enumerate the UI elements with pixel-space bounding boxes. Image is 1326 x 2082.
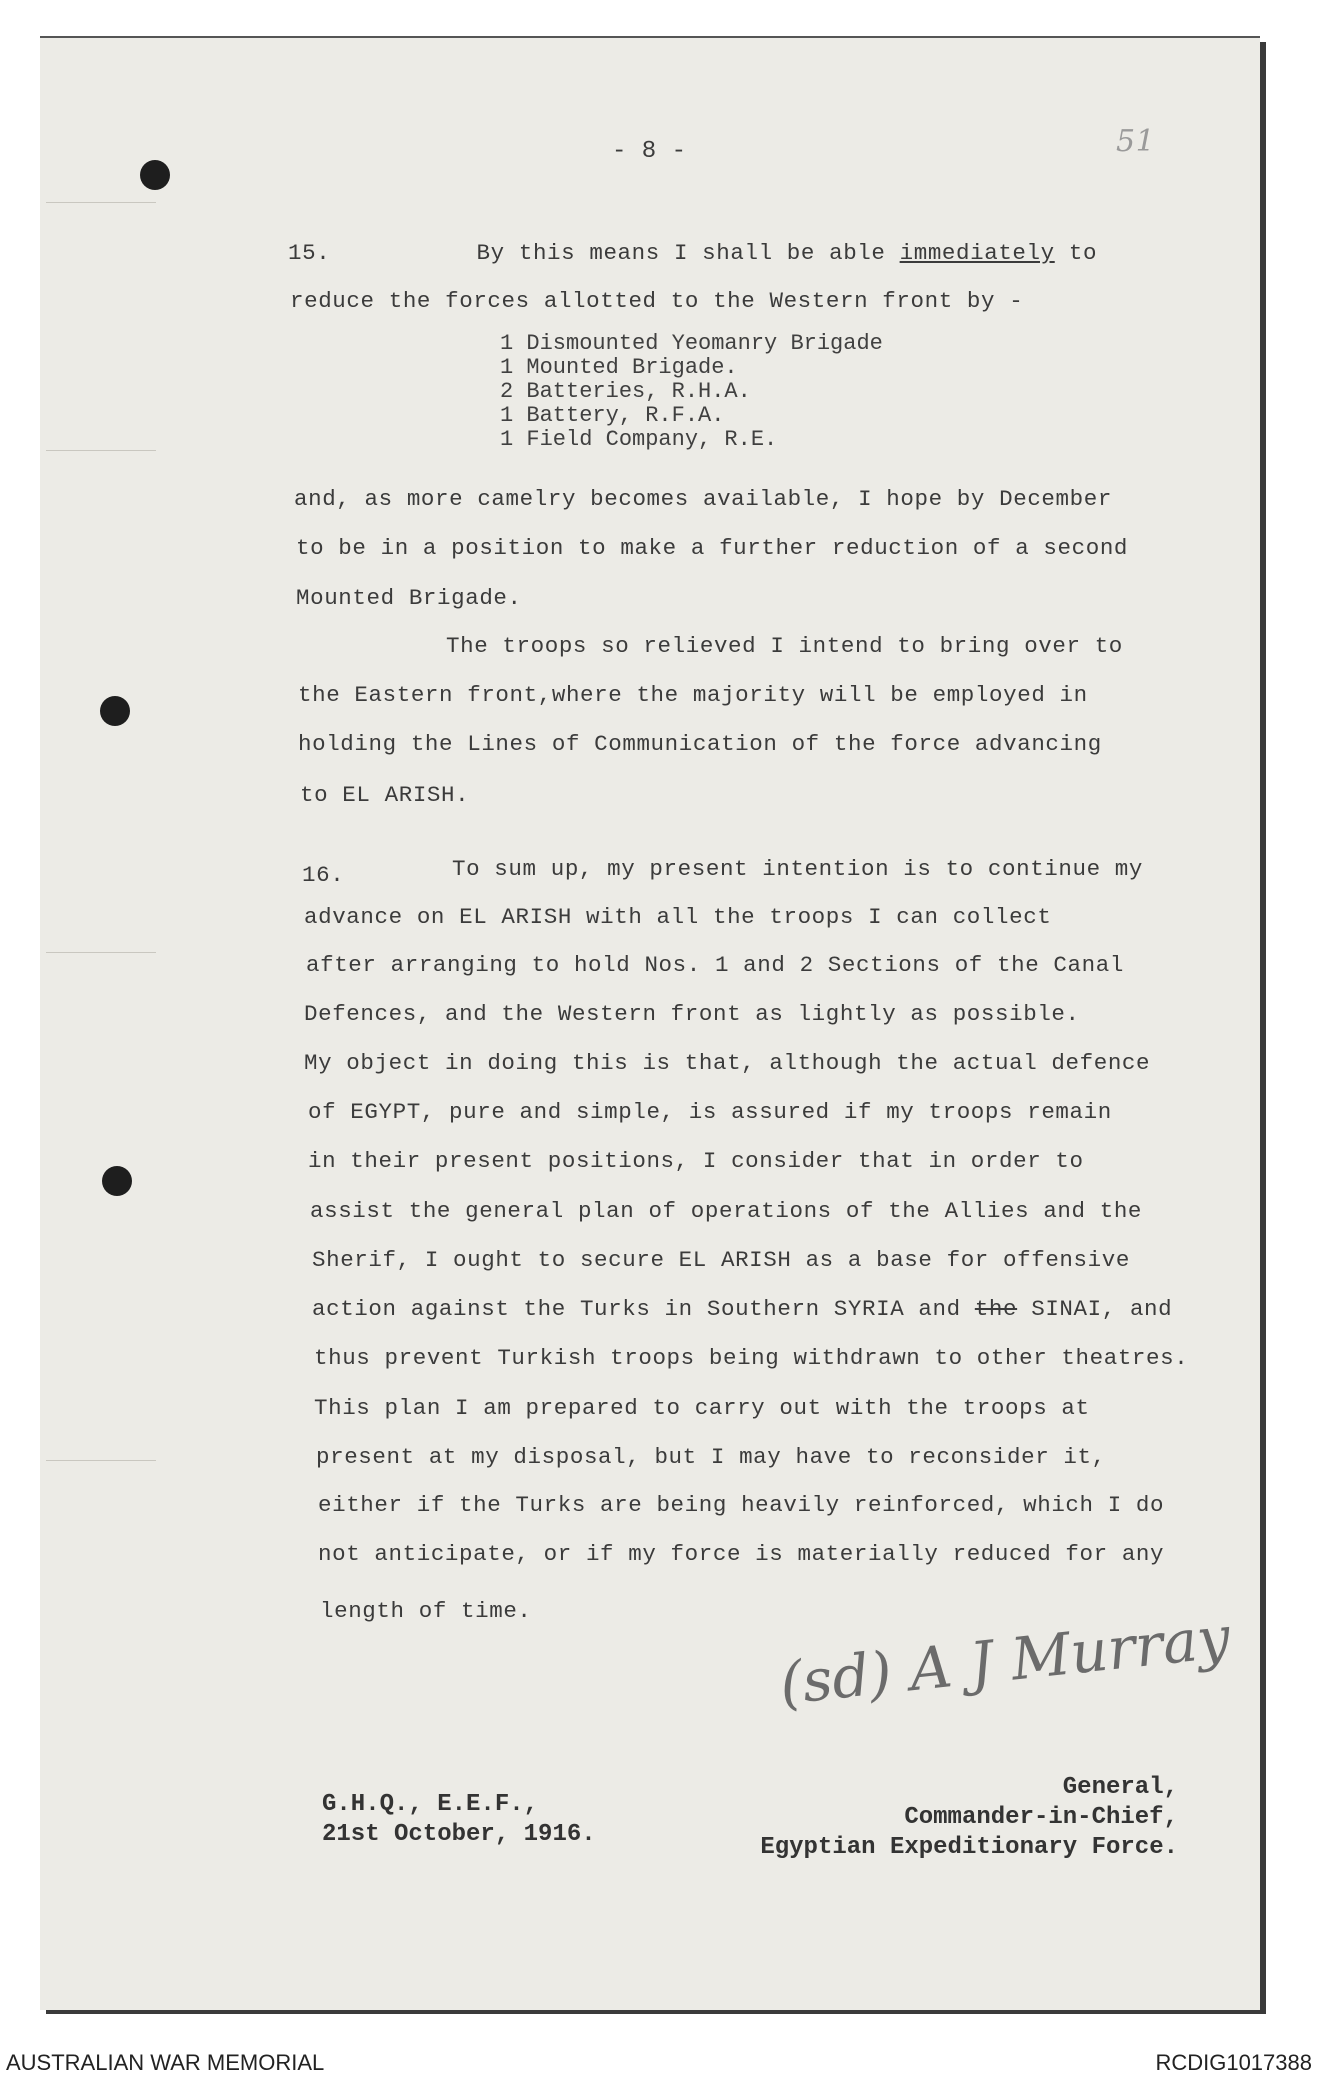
list-item: 1 Dismounted Yeomanry Brigade <box>500 331 883 356</box>
signatory-block <box>760 1773 1178 1863</box>
archive-credit: AUSTRALIAN WAR MEMORIAL <box>6 2050 325 2075</box>
faint-rule <box>46 450 156 451</box>
title-line: Commander-in-Chief, <box>904 1804 1178 1831</box>
folio-number: 51 <box>1116 124 1156 159</box>
punch-hole <box>140 160 170 190</box>
page-number: - 8 - <box>612 138 687 165</box>
para15-number: 15. <box>288 240 331 266</box>
text-line: not anticipate, or if my force is materially reduced for any <box>318 1541 1165 1567</box>
underlined-word: immediately <box>899 240 1055 266</box>
punch-hole <box>102 1166 132 1196</box>
text-line: My object in doing this is that, although the actual defence <box>304 1050 1151 1076</box>
list-item: 2 Batteries, R.H.A. <box>500 379 751 404</box>
punch-hole <box>100 696 130 726</box>
rank-line: General, <box>1062 1774 1178 1801</box>
text-line: to be in a position to make a further reduction of a second <box>296 535 1129 561</box>
text-line: of EGYPT, pure and simple, is assured if my troops remain <box>308 1099 1112 1125</box>
para16-number: 16. <box>302 862 345 888</box>
text-line: holding the Lines of Communication of the force advancing <box>298 731 1102 757</box>
text-line: the Eastern front,where the majority will be employed in <box>298 682 1088 708</box>
text-line: Defences, and the Western front as lightly as possible. <box>304 1001 1080 1027</box>
text-line: To sum up, my present intention is to continue my <box>452 856 1144 882</box>
para15-line-2: reduce the forces allotted to the Western front by - <box>290 288 1024 314</box>
para15-line-1: 15. By this means I shall be able immediately to <box>288 240 1098 266</box>
faint-rule <box>46 202 156 203</box>
handwritten-signature: (sd) A J Murray <box>776 1602 1234 1718</box>
text-line: action against the Turks in Southern SYRIA and the SINAI, and <box>312 1296 1173 1322</box>
ghq-line: G.H.Q., E.E.F., <box>322 1791 539 1818</box>
text-line: advance on EL ARISH with all the troops I can collect <box>304 904 1052 930</box>
list-item: 1 Battery, R.F.A. <box>500 403 725 428</box>
text-line: Sherif, I ought to secure EL ARISH as a base for offensive <box>312 1247 1130 1273</box>
date-line: 21st October, 1916. <box>322 1821 596 1848</box>
faint-rule <box>46 1460 156 1461</box>
text-line: This plan I am prepared to carry out with the troops at <box>314 1395 1090 1421</box>
text-line: in their present positions, I consider that in order to <box>308 1148 1084 1174</box>
list-item: 1 Mounted Brigade. <box>500 355 738 380</box>
text-line: Mounted Brigade. <box>296 585 522 611</box>
faint-rule <box>46 952 156 953</box>
text-line: The troops so relieved I intend to bring over to <box>446 633 1123 659</box>
text-line: assist the general plan of operations of the Allies and the <box>310 1198 1143 1224</box>
text-line: either if the Turks are being heavily reinforced, which I do <box>318 1492 1165 1518</box>
place-date-block <box>322 1790 596 1850</box>
text-line: present at my disposal, but I may have to reconsider it, <box>316 1444 1106 1470</box>
text-line: after arranging to hold Nos. 1 and 2 Sections of the Canal <box>306 952 1124 978</box>
text-line: to EL ARISH. <box>300 782 470 808</box>
list-item: 1 Field Company, R.E. <box>500 427 778 452</box>
text-line: thus prevent Turkish troops being withdrawn to other theatres. <box>314 1345 1189 1371</box>
text-line: length of time. <box>320 1598 532 1624</box>
forces-list <box>500 332 883 452</box>
text-line: and, as more camelry becomes available, I hope by December <box>294 486 1112 512</box>
struck-word: the <box>974 1296 1018 1322</box>
archive-id: RCDIG1017388 <box>1155 2050 1312 2075</box>
force-line: Egyptian Expeditionary Force. <box>760 1834 1178 1861</box>
